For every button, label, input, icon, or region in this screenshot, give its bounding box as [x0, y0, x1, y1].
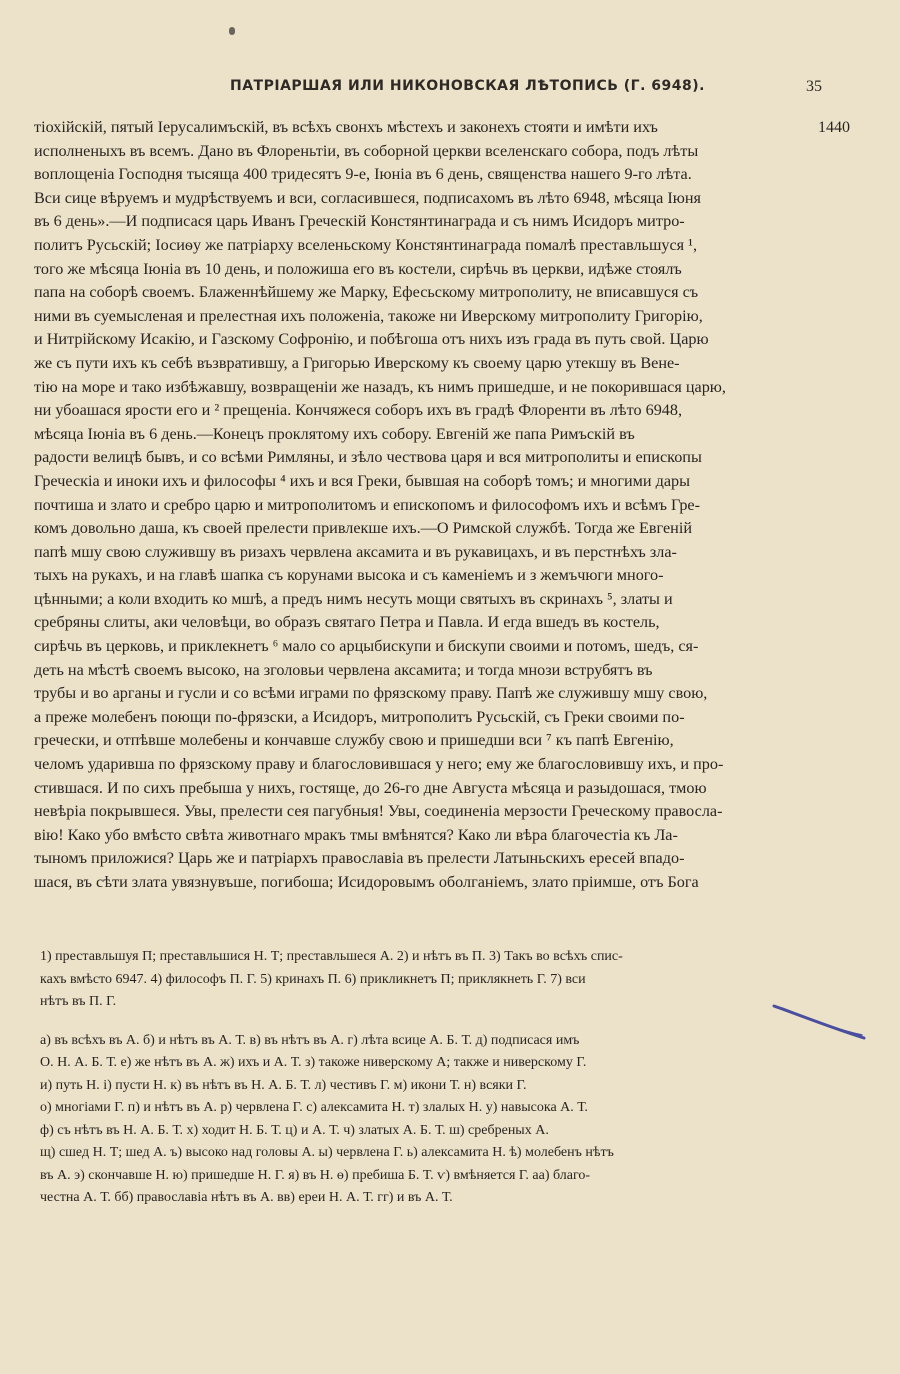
text-line: радости велицѣ бывъ, и со всѣми Римляны, и зѣло чествова царя и вся митрополиты и епископы	[34, 448, 702, 467]
text-line: тію на море и тако избѣжавшу, возвращеніи же назадъ, къ нимъ пришедше, и не покорившася царю,	[34, 377, 726, 396]
margin-line-number: 1440	[818, 119, 850, 136]
footnote-line: нѣтъ въ П. Г.	[40, 994, 117, 1009]
page-number: 35	[806, 78, 822, 95]
text-line: мѣсяца Іюніа въ 6 день.—Конецъ проклятому ихъ собору. Евгеній же папа Римъскій въ	[34, 424, 635, 443]
text-line: шася, въ сѣти злата увязнувъше, погибоша; Исидоровымъ оболганіемъ, злато пріимше, отъ Бога	[34, 873, 699, 891]
variant-note-line: и) путь Н. і) пусти Н. к) въ нѣтъ въ Н. А. Б. Т. л) честивъ Г. м) икони Т. н) всяки Г.	[40, 1077, 527, 1093]
text-line: деть на мѣстѣ своемъ высоко, на зголовьи червлена аксамита; и тогда мнози вструбятъ въ	[34, 660, 653, 679]
footnote-line: 1) преставльшуя П; преставльшися Н. Т; преставльшеся А. 2) и нѣтъ въ П. 3) Такъ во всѣхъ спис-	[40, 949, 623, 964]
main-text-block	[34, 116, 834, 895]
text-line: ними въ суемысленая и прелестная ихъ положеніа, такоже ни Иверскому митрополиту Григорію,	[34, 306, 703, 325]
text-line: того же мѣсяца Іюніа въ 10 день, и положиша его въ костели, сирѣчь въ церкви, идѣже стоялъ	[34, 259, 682, 278]
variant-note-line: а) въ всѣхъ въ А. б) и нѣтъ въ А. Т. в) въ нѣтъ въ А. г) лѣта всице А. Б. Т. д) подписася имъ	[40, 1032, 580, 1048]
text-line: трубы и во арганы и гусли и со всѣми играми по фрязскому праву. Папѣ же служившу мшу свою,	[34, 684, 708, 703]
text-line: вію! Како убо вмѣсто свѣта животнаго мракъ тмы вмѣнятся? Како ли вѣра благочестіа къ Ла-	[34, 825, 678, 844]
text-line: цѣнными; а коли входить ко мшѣ, а предъ нимъ несуть мощи святыхъ въ скринахъ ⁵, златы и	[34, 589, 673, 608]
text-line: Вси сице вѣруемъ и мудрѣствуемъ и вси, согласившеся, подписахомъ въ лѣто 6948, мѣсяца Іюня	[34, 188, 702, 207]
variant-note-line: О. Н. А. Б. Т. е) же нѣтъ въ А. ж) ихъ и А. Т. з) такоже ниверскому А; также и ниверскому Г.	[40, 1055, 587, 1070]
text-line: исполненыхъ въ всемъ. Дано въ Флореньтіи, въ соборной церкви вселенскаго собора, подъ лѣты	[34, 141, 699, 160]
text-line: воплощеніа Господня тысяща 400 тридесятъ 9-е, Іюніа въ 6 день, священства нашего 9-го лѣта.	[34, 165, 692, 184]
text-line: сребряны слиты, аки человѣци, во образъ святаго Петра и Павла. И егда вшедъ въ костель,	[34, 613, 660, 632]
variant-note-line: въ А. э) скончавше Н. ю) пришедше Н. Г. я) въ Н. ѳ) пребиша Б. Т. ѵ) вмѣняется Г. аа) благо-	[40, 1167, 591, 1183]
text-line: Греческіа и иноки ихъ и философы ⁴ ихъ и вся Греки, бывшая на соборѣ томъ; и многими дары	[34, 471, 691, 490]
text-line: невѣріа покрывшеся. Увы, прелести сея пагубныя! Увы, соединеніа мерзости Греческому правосла-	[34, 802, 723, 821]
text-line: гречески, и отпѣвше молебены и кончавше службу свою и пришедши вси ⁷ къ папѣ Евгенію,	[34, 731, 674, 750]
text-line: стившася. И по сихъ пребыша у нихъ, гостяще, до 26-го дне Августа мѣсяца и разыдошася, тмою	[34, 778, 707, 797]
text-line: папѣ мшу свою служившу въ ризахъ червлена аксамита и въ рукавицахъ, и въ перстнѣхъ зла-	[34, 542, 677, 561]
footnote-line: кахъ вмѣсто 6947. 4) философъ П. Г. 5) кринахъ П. 6) прикликнетъ П; приклякнеть Г. 7) вси	[40, 971, 586, 987]
text-line: сирѣчь въ церковь, и приклекнетъ ⁶ мало со арцыбискупи и бискупи своими и потомъ, шедъ, ся-	[34, 637, 699, 656]
ink-spot	[229, 27, 235, 35]
footnotes-block	[40, 946, 860, 1210]
text-line: же съ пути ихъ къ себѣ възвратившу, а Григорью Иверскому къ своему царю утекшу въ Вене-	[34, 353, 680, 372]
text-line: почтиша и злато и сребро царю и митрополитомъ и епископомъ и философомъ ихъ и всѣмъ Гре-	[34, 495, 701, 514]
text-line: а преже молебенъ поющи по-фрязски, а Исидоръ, митрополитъ Русьскій, съ Греки своими по-	[34, 707, 685, 726]
text-line: комъ довольно даша, къ своей прелести привлекше ихъ.—О Римской службѣ. Тогда же Евгеній	[34, 519, 692, 538]
header-title: ПАТРІАРШАЯ ИЛИ НИКОНОВСКАЯ ЛѢТОПИСЬ (Г. 6948).	[230, 78, 705, 94]
text-line: ни убоашася ярости его и ² прещеніа. Кончяжеся соборъ ихъ въ градѣ Флоренти въ лѣто 6948,	[34, 401, 683, 420]
variant-note-line: ф) съ нѣтъ въ Н. А. Б. Т. х) ходит Н. Б. Т. ц) и А. Т. ч) златых А. Б. Т. ш) сребреных А.	[40, 1122, 549, 1138]
text-line: и Нитрійскому Исакію, и Газскому Софронію, и побѣгоша отъ нихъ изъ града въ путь свой. Царю	[34, 330, 709, 349]
lettered-footnotes	[40, 1030, 860, 1210]
numbered-footnotes	[40, 946, 860, 1014]
text-line: тіохійскій, пятый Іерусалимъскій, въ всѣхъ свонхъ мѣстехъ и законехъ стояти и имѣти ихъ	[34, 118, 658, 136]
variant-note-line: честна А. Т. бб) православіа нѣтъ въ А. вв) ереи Н. А. Т. гг) и въ А. Т.	[40, 1190, 453, 1205]
text-line: папа на соборѣ своемъ. Блаженнѣйшему же Марку, Ефесьскому митрополиту, не вписавшуся съ	[34, 283, 699, 302]
text-line: челомъ ударивша по фрязскому праву и благословившася у него; ему же благословившу ихъ, и про-	[34, 755, 724, 774]
text-line: тыномъ приложися? Царь же и патріархъ православіа въ прелести Латыньскихъ ересей впадо-	[34, 849, 685, 868]
text-line: политъ Русьскій; Іосиѳу же патріарху вселеньскому Констянтинаграда помалѣ преставльшуся ¹,	[34, 235, 698, 254]
pen-mark	[772, 1002, 868, 1042]
variant-note-line: о) многіами Г. п) и нѣтъ въ А. р) червлена Г. с) алексамита Н. т) злалых Н. у) навысока А. Т.	[40, 1100, 588, 1115]
variant-note-line: щ) сшед Н. Т; шед А. ъ) высоко над головы А. ы) червлена Г. ь) алексамита Н. ѣ) молебенъ нѣтъ	[40, 1145, 614, 1160]
running-header	[0, 78, 900, 102]
text-line: въ 6 день».—И подписася царь Иванъ Греческій Констянтинаграда и съ нимъ Исидоръ митро-	[34, 212, 685, 231]
text-line: тыхъ на рукахъ, и на главѣ шапка съ корунами высока и съ каменіемъ и з жемъчюги много-	[34, 566, 664, 585]
